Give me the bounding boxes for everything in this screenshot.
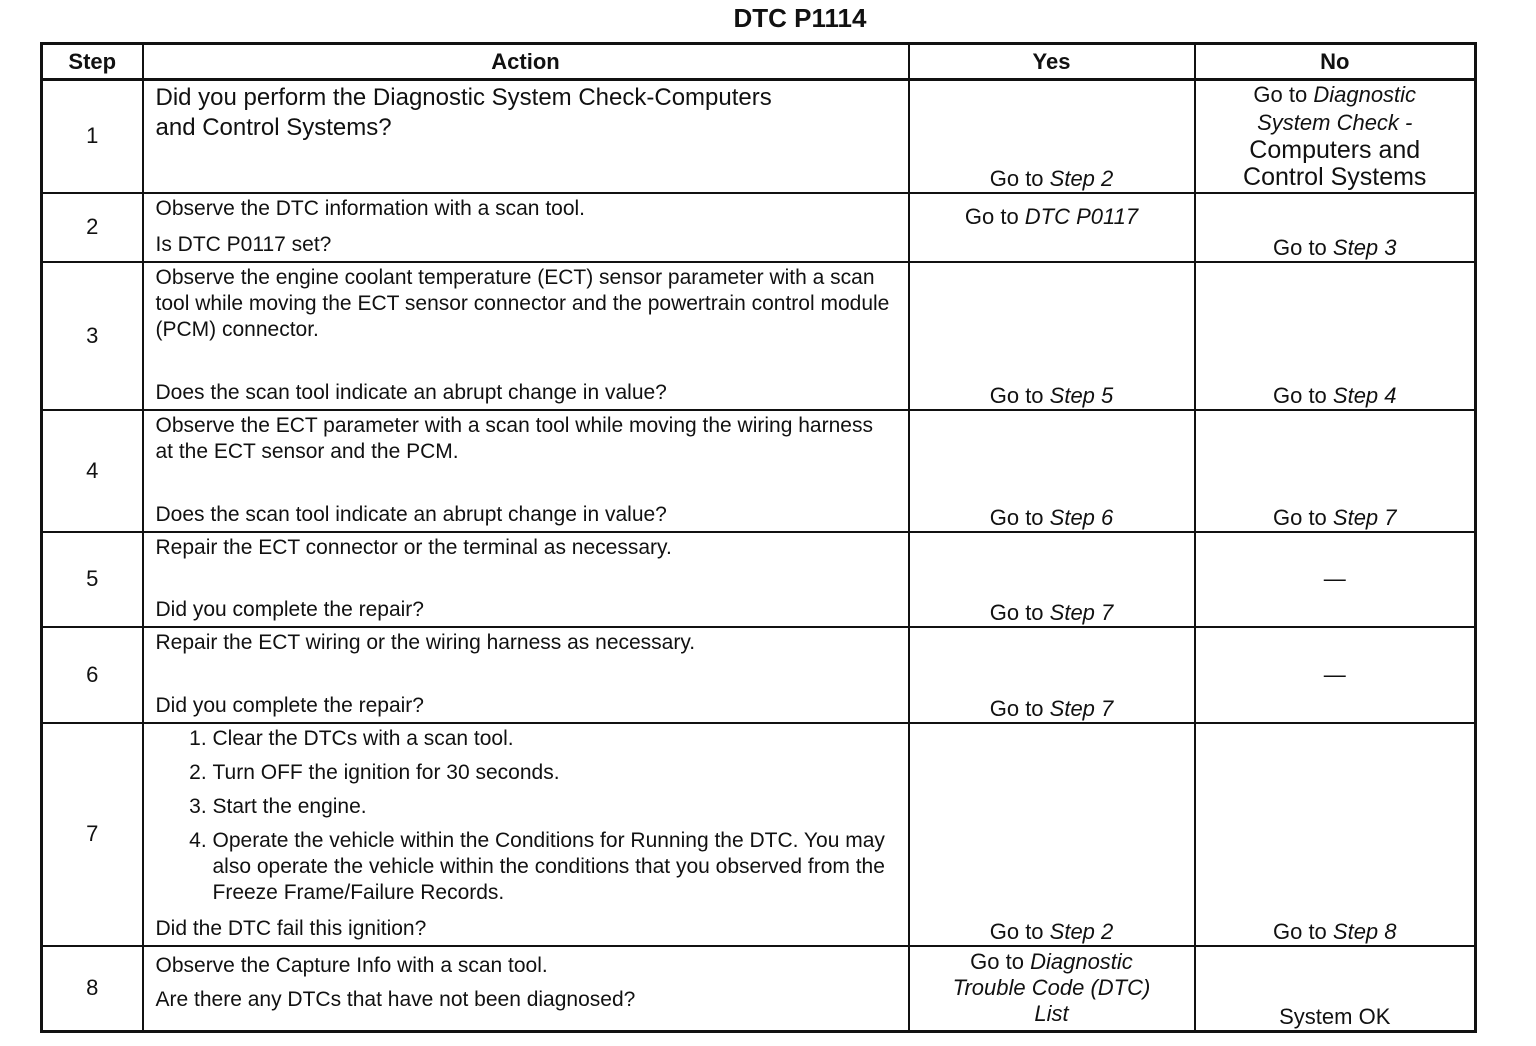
action-cell [143, 946, 909, 1032]
no-cell-empty: — [1195, 627, 1476, 723]
yes-cell [909, 723, 1195, 946]
table-row [42, 80, 1476, 193]
action-question: Is DTC P0117 set? [155, 232, 332, 256]
no-prefix: Go to [1272, 918, 1333, 944]
yes-link[interactable]: Step 7 [1049, 599, 1114, 625]
no-cell [1195, 410, 1476, 532]
no-prefix: Go to [1272, 234, 1333, 260]
no-cell [1195, 80, 1476, 193]
table-row [42, 532, 1476, 627]
table-row [42, 723, 1476, 946]
yes-link[interactable]: DTC P0117 [1024, 203, 1139, 229]
column-header-action: Action [143, 44, 909, 80]
action-text: Observe the engine coolant temperature (ECT) sensor parameter with a scan tool while moving the ECT sensor connector and the powertrain control module (PCM) connector. [155, 265, 890, 341]
yes-cell [909, 80, 1195, 193]
action-question: Did the DTC fail this ignition? [155, 916, 427, 940]
step-number: 6 [42, 627, 143, 723]
header-row [42, 44, 1476, 80]
no-cell [1195, 193, 1476, 262]
procedure-list [156, 726, 894, 906]
action-cell [143, 80, 909, 193]
action-cell [143, 262, 909, 410]
column-header-no: No [1195, 44, 1476, 80]
no-link[interactable]: Step 8 [1332, 918, 1397, 944]
yes-link[interactable]: Step 5 [1049, 382, 1114, 408]
action-question: Does the scan tool indicate an abrupt change in value? [155, 502, 667, 526]
no-prefix: Go to [1253, 82, 1314, 107]
dtc-diagnostic-table [40, 42, 1477, 1033]
yes-prefix: Go to [989, 599, 1050, 625]
yes-link[interactable]: Diagnostic Trouble Code (DTC) List [952, 948, 1151, 1026]
step-number: 1 [42, 80, 143, 193]
yes-cell [909, 410, 1195, 532]
step-number: 3 [42, 262, 143, 410]
yes-link[interactable]: Step 7 [1049, 695, 1114, 721]
page-title: DTC P1114 [733, 3, 867, 33]
action-cell [143, 193, 909, 262]
step-number: 8 [42, 946, 143, 1032]
yes-prefix: Go to [989, 918, 1050, 944]
yes-cell [909, 193, 1195, 262]
table-row [42, 262, 1476, 410]
list-item: 2. Turn OFF the ignition for 30 seconds. [213, 760, 894, 786]
action-text: Did you perform the Diagnostic System Check-Computers [155, 84, 772, 111]
action-text: Observe the Capture Info with a scan tool. [155, 953, 548, 977]
action-question: Are there any DTCs that have not been diagnosed? [155, 987, 636, 1011]
action-cell [143, 723, 909, 946]
step-number: 4 [42, 410, 143, 532]
yes-link[interactable]: Step 2 [1049, 918, 1114, 944]
action-text: Observe the ECT parameter with a scan tool while moving the wiring harness at the ECT sensor and the PCM. [155, 413, 873, 463]
action-text: Repair the ECT connector or the terminal as necessary. [155, 535, 672, 559]
yes-cell [909, 262, 1195, 410]
no-link[interactable]: Step 3 [1332, 234, 1397, 260]
action-cell [143, 410, 909, 532]
yes-cell [909, 532, 1195, 627]
no-cell-empty: — [1195, 532, 1476, 627]
action-text: Repair the ECT wiring or the wiring harness as necessary. [155, 630, 696, 654]
step-number: 5 [42, 532, 143, 627]
action-question: Did you complete the repair? [155, 693, 424, 717]
column-header-step: Step [42, 44, 143, 80]
yes-prefix: Go to [964, 203, 1025, 229]
yes-prefix: Go to [989, 504, 1050, 530]
action-question: Did you complete the repair? [155, 597, 424, 621]
yes-prefix: Go to [989, 165, 1050, 191]
table-row [42, 946, 1476, 1032]
table-row [42, 627, 1476, 723]
yes-link[interactable]: Step 6 [1049, 504, 1114, 530]
yes-prefix: Go to [989, 695, 1050, 721]
no-link[interactable]: Step 7 [1332, 504, 1397, 530]
column-header-yes: Yes [909, 44, 1195, 80]
no-prefix: Go to [1272, 382, 1333, 408]
yes-cell [909, 627, 1195, 723]
yes-cell [909, 946, 1195, 1032]
yes-prefix: Go to [970, 948, 1031, 974]
list-item: 4. Operate the vehicle within the Conditions for Running the DTC. You may also operate the vehicle within the conditions that you observed from the Freeze Frame/Failure Records. [213, 828, 894, 906]
list-item: 1. Clear the DTCs with a scan tool. [213, 726, 894, 752]
list-item: 3. Start the engine. [213, 794, 894, 820]
no-cell: System OK [1195, 946, 1476, 1032]
table-row [42, 410, 1476, 532]
action-text: Observe the DTC information with a scan tool. [155, 196, 586, 220]
no-link[interactable]: Step 4 [1332, 382, 1397, 408]
no-link-continued[interactable]: Computers and Control Systems [1243, 136, 1427, 191]
action-text: and Control Systems? [155, 114, 392, 141]
step-number: 7 [42, 723, 143, 946]
no-cell [1195, 723, 1476, 946]
yes-link[interactable]: Step 2 [1049, 165, 1114, 191]
action-question: Does the scan tool indicate an abrupt change in value? [155, 380, 667, 404]
no-prefix: Go to [1272, 504, 1333, 530]
no-cell [1195, 262, 1476, 410]
no-link[interactable]: Diagnostic System Check - [1257, 82, 1417, 135]
step-number: 2 [42, 193, 143, 262]
action-cell [143, 532, 909, 627]
action-cell [143, 627, 909, 723]
yes-prefix: Go to [989, 382, 1050, 408]
table-row [42, 193, 1476, 262]
